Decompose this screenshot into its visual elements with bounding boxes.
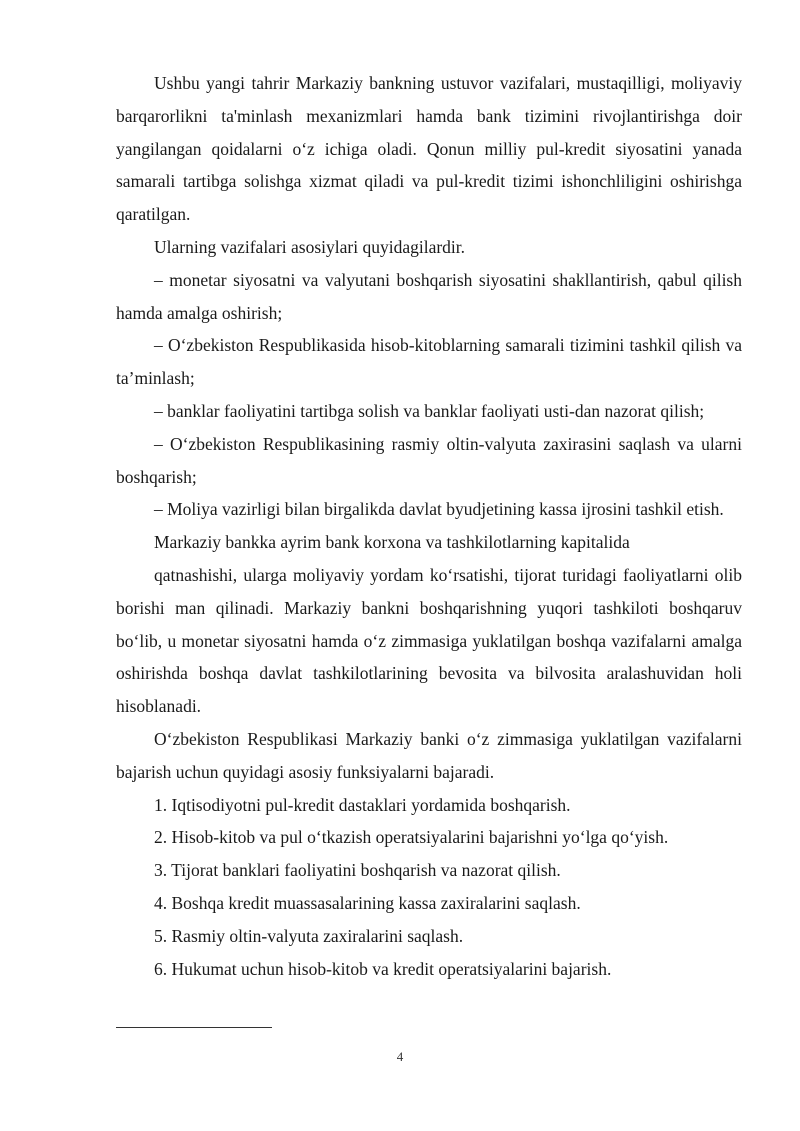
list-item-function: 5. Rasmiy oltin-valyuta zaxiralarini saqlash. (154, 925, 464, 946)
body-text (116, 67, 742, 985)
list-item-task: – Moliya vazirligi bilan birgalikda davlat byudjetining kassa ijrosini tashkil etish. (154, 499, 724, 520)
list-item-function: 3. Tijorat banklari faoliyatini boshqarish va nazorat qilish. (154, 860, 561, 881)
paragraph-tasks-heading: Ularning vazifalari asosiylari quyidagilardir. (154, 236, 466, 257)
paragraph-intro: Ushbu yangi tahrir Markaziy bankning ustuvor vazifalari, mustaqilligi, moliyaviy barqarorlikni ta'minlash mexanizmlari hamda bank tizimini rivojlantirishga doir yangilangan qoidalarni o‘z ichiga oladi. Qonun milliy pul-kredit siyosatini yanada samarali tartibga solishga xizmat qiladi va pul-kredit tizimi ishonchliligini oshirishga qaratilgan. (116, 73, 742, 225)
list-item-function: 4. Boshqa kredit muassasalarining kassa zaxiralarini saqlash. (154, 892, 581, 913)
list-item-function: 1. Iqtisodiyotni pul-kredit dastaklari yordamida boshqarish. (154, 794, 571, 815)
list-item-task: – O‘zbekiston Respublikasining rasmiy oltin-valyuta zaxirasini saqlash va ularni boshqarish; (116, 433, 742, 487)
list-item-task: – O‘zbekiston Respublikasida hisob-kitoblarning samarali tizimini tashkil qilish va ta’minlash; (116, 335, 742, 389)
page-number: 4 (396, 1049, 404, 1064)
paragraph-functions-intro: O‘zbekiston Respublikasi Markaziy banki o‘z zimmasiga yuklatilgan vazifalarni bajarish uchun quyidagi asosiy funksiyalarni bajaradi. (116, 728, 742, 782)
list-item-task: – banklar faoliyatini tartibga solish va banklar faoliyati usti-dan nazorat qilish; (154, 400, 705, 421)
list-item-function: 6. Hukumat uchun hisob-kitob va kredit operatsiyalarini bajarish. (154, 958, 612, 979)
footnote-divider (116, 1027, 272, 1028)
list-item-task: – monetar siyosatni va valyutani boshqarish siyosatini shakllantirish, qabul qilish hamda amalga oshirish; (116, 269, 742, 323)
list-item-function: 2. Hisob-kitob va pul o‘tkazish operatsiyalarini bajarishni yo‘lga qo‘yish. (154, 827, 669, 848)
paragraph-restriction-cont: qatnashishi, ularga moliyaviy yordam ko‘rsatishi, tijorat turidagi faoliyatlarni olib borishi man qilinadi. Markaziy bankni boshqarishning yuqori tashkiloti boshqaruv bo‘lib, u monetar siyosatni hamda o‘z zimmasiga yuklatilgan boshqa vazifalarni amalga oshirishda boshqa davlat tashkilotlarining bevosita va bilvosita aralashuvidan holi hisoblanadi. (116, 564, 742, 717)
paragraph-restriction-start: Markaziy bankka ayrim bank korxona va tashkilotlarning kapitalida (154, 532, 630, 553)
